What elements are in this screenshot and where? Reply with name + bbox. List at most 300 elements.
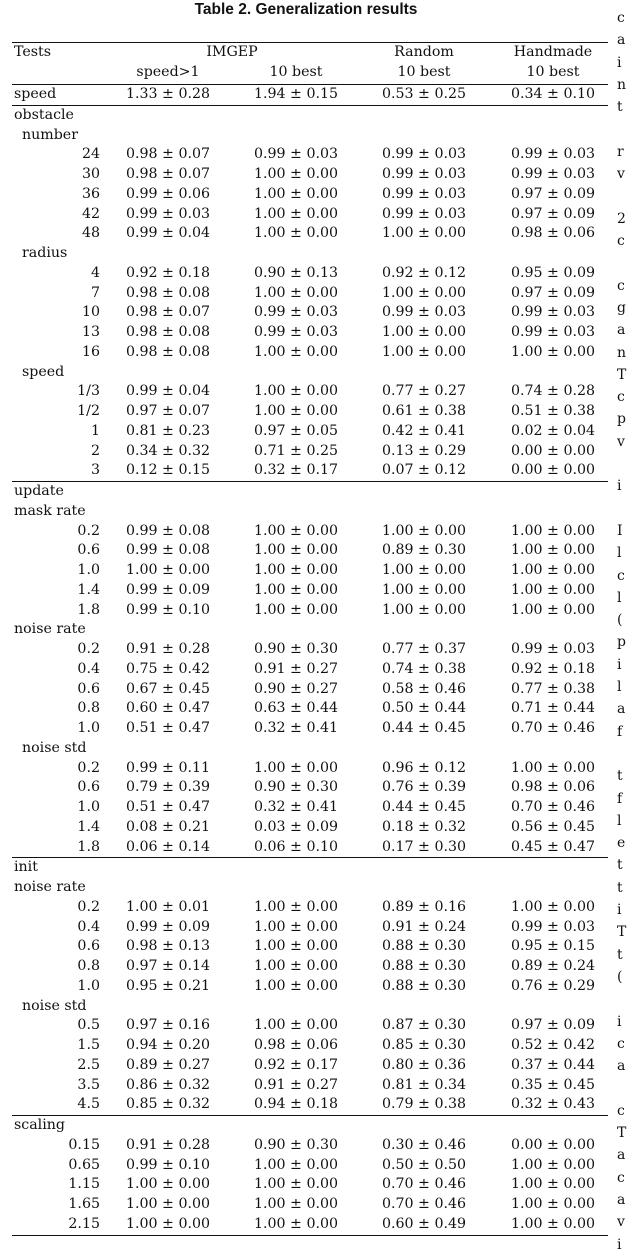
value-cell: 0.88 ± 0.30	[381, 958, 467, 974]
clipped-glyph: I	[617, 522, 623, 539]
value-cell: 0.67 ± 0.45	[125, 680, 211, 697]
value-cell: 0.79 ± 0.39	[125, 779, 211, 796]
value-cell: 0.60 ± 0.47	[125, 700, 211, 717]
value-cell: 0.99 ± 0.03	[510, 918, 596, 935]
clipped-glyph: n	[617, 76, 627, 93]
clipped-glyph: i	[617, 656, 622, 673]
clipped-glyph: c	[617, 233, 625, 249]
table-row	[12, 145, 608, 165]
value-cell: 0.77 ± 0.38	[510, 680, 596, 697]
value-cell: 0.97 ± 0.16	[125, 1017, 211, 1034]
value-cell: 0.97 ± 0.14	[125, 958, 211, 974]
value-cell: 0.44 ± 0.45	[381, 720, 467, 736]
value-cell: 0.61 ± 0.38	[381, 403, 467, 419]
value-cell: 1.00 ± 0.00	[253, 601, 339, 618]
value-cell: 1.00 ± 0.00	[510, 1215, 596, 1232]
row-label: 10	[81, 304, 100, 321]
table-row	[12, 778, 608, 798]
value-cell: 0.74 ± 0.38	[381, 660, 467, 677]
section-row	[12, 858, 608, 878]
value-cell: 0.98 ± 0.07	[125, 146, 211, 163]
row-label: 0.6	[77, 938, 100, 955]
value-cell: 0.99 ± 0.09	[125, 581, 211, 598]
clipped-glyph: l	[617, 679, 622, 695]
value-cell: 0.99 ± 0.03	[510, 641, 596, 657]
value-cell: 0.98 ± 0.08	[125, 343, 211, 360]
clipped-glyph: p	[617, 411, 626, 428]
clipped-glyph: 2	[617, 210, 626, 227]
value-cell: 0.99 ± 0.10	[125, 1156, 211, 1173]
clipped-glyph: (	[617, 612, 623, 629]
table-row	[12, 284, 608, 304]
value-cell: 0.99 ± 0.03	[510, 166, 596, 182]
row-label: 2.15	[68, 1215, 100, 1232]
value-cell: 0.37 ± 0.44	[510, 1056, 596, 1073]
value-cell: 0.88 ± 0.30	[381, 938, 467, 955]
value-cell: 0.32 ± 0.43	[510, 1096, 596, 1113]
value-cell: 1.00 ± 0.00	[125, 1196, 211, 1212]
subheader-imgep-best: 10 best	[269, 64, 323, 80]
table-row	[12, 818, 608, 838]
clipped-glyph: a	[617, 32, 626, 49]
row-label: 0.8	[77, 958, 100, 974]
value-cell: 1.00 ± 0.00	[510, 343, 596, 360]
value-cell: 0.06 ± 0.10	[253, 838, 339, 855]
value-cell: 0.12 ± 0.15	[125, 462, 211, 479]
value-cell: 0.90 ± 0.30	[253, 779, 339, 796]
subsection-row	[12, 126, 608, 146]
value-cell: 0.85 ± 0.32	[125, 1096, 211, 1113]
value-cell: 0.42 ± 0.41	[381, 422, 467, 439]
value-cell: 0.70 ± 0.46	[381, 1176, 467, 1193]
row-label: 1.0	[77, 720, 100, 736]
clipped-glyph: c	[617, 1035, 625, 1052]
value-cell: 1.00 ± 0.00	[253, 1176, 339, 1193]
value-cell: 0.96 ± 0.12	[381, 759, 467, 776]
value-cell: 0.99 ± 0.03	[381, 185, 467, 202]
value-cell: 0.18 ± 0.32	[381, 818, 467, 835]
value-cell: 1.00 ± 0.00	[253, 958, 339, 974]
value-cell: 0.98 ± 0.08	[125, 284, 211, 301]
value-cell: 0.32 ± 0.17	[253, 462, 339, 479]
value-cell: 0.32 ± 0.41	[253, 720, 339, 736]
section-label: update	[14, 483, 64, 499]
clipped-glyph: (	[617, 968, 623, 985]
row-label: 0.15	[68, 1136, 100, 1153]
value-cell: 0.77 ± 0.37	[381, 641, 467, 657]
row-label: 1.4	[77, 818, 100, 835]
value-cell: 0.99 ± 0.03	[253, 324, 339, 340]
table-row	[12, 601, 608, 621]
row-label: 36	[81, 185, 100, 202]
table-caption: Table 2. Generalization results	[194, 1, 418, 18]
subsection-row	[12, 620, 608, 640]
row-label: 0.6	[77, 542, 100, 559]
value-cell: 1.94 ± 0.15	[253, 86, 339, 102]
clipped-glyph: g	[617, 299, 626, 316]
value-cell: 0.06 ± 0.14	[125, 838, 211, 855]
value-cell: 1.00 ± 0.01	[125, 898, 211, 915]
value-cell: 0.97 ± 0.09	[510, 1017, 596, 1034]
value-cell: 1.00 ± 0.00	[510, 1176, 596, 1193]
clipped-glyph: a	[617, 1147, 626, 1164]
table-row	[12, 1076, 608, 1096]
clipped-glyph: c	[617, 277, 625, 294]
value-cell: 1.00 ± 0.00	[510, 759, 596, 776]
value-cell: 0.70 ± 0.46	[510, 720, 596, 736]
value-cell: 0.99 ± 0.08	[125, 542, 211, 559]
table-row	[12, 1095, 608, 1116]
value-cell: 0.99 ± 0.06	[125, 185, 211, 202]
value-cell: 1.00 ± 0.00	[125, 1215, 211, 1232]
value-cell: 0.17 ± 0.30	[381, 838, 467, 855]
value-cell: 0.08 ± 0.21	[125, 818, 211, 835]
value-cell: 0.91 ± 0.28	[125, 1136, 211, 1153]
row-label: 7	[90, 284, 100, 301]
clipped-glyph: l	[617, 589, 622, 606]
subsection-row	[12, 997, 608, 1017]
subsection-label: noise rate	[14, 879, 86, 895]
value-cell: 0.99 ± 0.03	[253, 304, 339, 321]
clipped-glyph: c	[617, 567, 625, 584]
table-row	[12, 1195, 608, 1215]
table-row	[12, 660, 608, 680]
value-cell: 1.00 ± 0.00	[253, 522, 339, 539]
value-cell: 0.50 ± 0.44	[381, 700, 467, 717]
value-cell: 0.99 ± 0.03	[125, 205, 211, 222]
value-cell: 0.81 ± 0.34	[381, 1076, 467, 1093]
row-label: 1/2	[77, 403, 100, 419]
value-cell: 0.44 ± 0.45	[381, 799, 467, 815]
clipped-glyph: T	[617, 1125, 627, 1141]
clipped-glyph: v	[617, 433, 625, 450]
value-cell: 0.99 ± 0.08	[125, 522, 211, 539]
value-cell: 0.97 ± 0.09	[510, 284, 596, 301]
value-cell: 0.00 ± 0.00	[510, 462, 596, 479]
clipped-glyph: r	[617, 143, 624, 160]
value-cell: 0.98 ± 0.08	[125, 324, 211, 340]
section-label: obstacle	[14, 106, 74, 123]
value-cell: 0.99 ± 0.11	[125, 759, 211, 776]
row-label: 0.2	[77, 522, 100, 539]
clipped-glyph: p	[617, 634, 626, 651]
value-cell: 0.89 ± 0.16	[381, 898, 467, 915]
value-cell: 0.99 ± 0.03	[381, 166, 467, 182]
table-row	[12, 561, 608, 581]
table-row	[12, 1016, 608, 1036]
value-cell: 0.80 ± 0.36	[381, 1056, 467, 1073]
value-cell: 1.00 ± 0.00	[253, 759, 339, 776]
value-cell: 0.99 ± 0.03	[510, 324, 596, 340]
value-cell: 0.89 ± 0.24	[510, 958, 596, 974]
table-row	[12, 898, 608, 918]
value-cell: 0.85 ± 0.30	[381, 1037, 467, 1053]
value-cell: 0.89 ± 0.27	[125, 1056, 211, 1073]
value-cell: 1.00 ± 0.00	[253, 403, 339, 419]
value-cell: 1.00 ± 0.00	[381, 562, 467, 578]
value-cell: 0.99 ± 0.03	[510, 304, 596, 321]
row-label: 16	[81, 343, 100, 360]
value-cell: 0.91 ± 0.27	[253, 1076, 339, 1093]
subsection-label: radius	[22, 245, 68, 261]
table-row	[12, 581, 608, 601]
table-row	[12, 461, 608, 482]
value-cell: 1.00 ± 0.00	[381, 522, 467, 539]
section-row	[12, 482, 608, 502]
row-label: 0.5	[77, 1017, 100, 1034]
table-row	[12, 1056, 608, 1076]
row-label: 1.65	[68, 1196, 100, 1212]
clipped-glyph: a	[617, 1191, 626, 1208]
table-row	[12, 442, 608, 462]
section-label: init	[14, 859, 38, 876]
value-cell: 0.98 ± 0.07	[125, 166, 211, 182]
value-cell: 0.92 ± 0.17	[253, 1056, 339, 1073]
value-cell: 0.90 ± 0.27	[253, 680, 339, 697]
subsection-label: noise rate	[14, 621, 86, 638]
row-label: 1.0	[77, 799, 100, 815]
header-tests: Tests	[14, 44, 52, 60]
value-cell: 0.98 ± 0.07	[125, 304, 211, 321]
table-row	[12, 323, 608, 343]
subsection-row	[12, 363, 608, 383]
value-cell: 0.77 ± 0.27	[381, 383, 467, 400]
header-imgep: IMGEP	[206, 44, 258, 60]
value-cell: 0.71 ± 0.44	[510, 700, 596, 717]
value-cell: 1.00 ± 0.00	[253, 284, 339, 301]
value-cell: 1.00 ± 0.00	[125, 1176, 211, 1193]
value-cell: 1.33 ± 0.28	[125, 86, 211, 102]
row-label: 3	[90, 462, 100, 479]
value-cell: 0.70 ± 0.46	[510, 799, 596, 815]
value-cell: 0.99 ± 0.04	[125, 225, 211, 242]
row-label: 4	[90, 264, 100, 281]
table-row	[12, 1136, 608, 1156]
value-cell: 0.98 ± 0.13	[125, 938, 211, 955]
table-body	[12, 85, 608, 1236]
value-cell: 0.98 ± 0.06	[510, 779, 596, 796]
clipped-glyph: c	[617, 1169, 625, 1186]
value-cell: 0.99 ± 0.03	[381, 304, 467, 321]
table-row	[12, 937, 608, 957]
value-cell: 1.00 ± 0.00	[253, 938, 339, 955]
table-row	[12, 522, 608, 542]
subheader-imgep-speed: speed>1	[136, 64, 200, 80]
clipped-glyph: t	[617, 99, 623, 116]
clipped-glyph: t	[617, 768, 623, 785]
table-row	[12, 343, 608, 363]
row-label: 1.0	[77, 562, 100, 578]
value-cell: 1.00 ± 0.00	[381, 581, 467, 598]
row-label: 30	[81, 166, 100, 182]
subheader-handmade-best: 10 best	[526, 64, 580, 80]
clipped-adjacent-column	[617, 0, 640, 1260]
row-label: 1	[90, 422, 100, 439]
value-cell: 0.00 ± 0.00	[510, 1136, 596, 1153]
clipped-glyph: l	[617, 812, 622, 829]
value-cell: 0.56 ± 0.45	[510, 818, 596, 835]
table-row	[12, 185, 608, 205]
clipped-glyph: i	[617, 1013, 622, 1030]
value-cell: 0.74 ± 0.28	[510, 383, 596, 400]
value-cell: 0.60 ± 0.49	[381, 1215, 467, 1232]
row-label: 1.8	[77, 601, 100, 618]
value-cell: 0.03 ± 0.09	[253, 818, 339, 835]
value-cell: 0.98 ± 0.06	[510, 225, 596, 242]
row-label: 48	[81, 225, 100, 242]
generalization-table	[12, 42, 608, 1236]
row-label: 1.0	[77, 977, 100, 994]
value-cell: 0.97 ± 0.09	[510, 205, 596, 222]
value-cell: 1.00 ± 0.00	[253, 205, 339, 222]
value-cell: 0.94 ± 0.20	[125, 1037, 211, 1053]
clipped-glyph: T	[617, 924, 627, 941]
value-cell: 0.32 ± 0.41	[253, 799, 339, 815]
clipped-glyph: c	[617, 1102, 625, 1119]
clipped-glyph: t	[617, 879, 623, 896]
value-cell: 0.91 ± 0.28	[125, 641, 211, 657]
value-cell: 1.00 ± 0.00	[253, 343, 339, 360]
table-row	[12, 303, 608, 323]
value-cell: 0.76 ± 0.29	[510, 977, 596, 994]
value-cell: 1.00 ± 0.00	[510, 542, 596, 559]
value-cell: 0.99 ± 0.03	[381, 205, 467, 222]
row-label: 0.6	[77, 680, 100, 697]
subsection-row	[12, 878, 608, 898]
value-cell: 0.13 ± 0.29	[381, 442, 467, 459]
row-label: 1.8	[77, 838, 100, 855]
value-cell: 1.00 ± 0.00	[253, 1215, 339, 1232]
clipped-glyph: l	[617, 545, 622, 562]
value-cell: 0.88 ± 0.30	[381, 977, 467, 994]
table-row	[12, 205, 608, 225]
value-cell: 0.34 ± 0.10	[510, 86, 596, 102]
value-cell: 0.91 ± 0.24	[381, 918, 467, 935]
value-cell: 1.00 ± 0.00	[253, 383, 339, 400]
row-label: speed	[14, 86, 57, 102]
table-row	[12, 759, 608, 779]
value-cell: 0.51 ± 0.38	[510, 403, 596, 419]
value-cell: 1.00 ± 0.00	[510, 522, 596, 539]
value-cell: 1.00 ± 0.00	[510, 1156, 596, 1173]
clipped-glyph: i	[617, 478, 622, 495]
value-cell: 0.99 ± 0.03	[253, 146, 339, 163]
table-row	[12, 382, 608, 402]
value-cell: 0.50 ± 0.50	[381, 1156, 467, 1173]
value-cell: 0.81 ± 0.23	[125, 422, 211, 439]
value-cell: 1.00 ± 0.00	[381, 601, 467, 618]
value-cell: 1.00 ± 0.00	[253, 898, 339, 915]
subsection-label: noise std	[22, 997, 87, 1014]
value-cell: 0.45 ± 0.47	[510, 838, 596, 855]
subsection-label: noise std	[22, 739, 87, 756]
value-cell: 1.00 ± 0.00	[253, 1196, 339, 1212]
value-cell: 1.00 ± 0.00	[253, 225, 339, 242]
value-cell: 0.95 ± 0.09	[510, 264, 596, 281]
value-cell: 1.00 ± 0.00	[253, 1156, 339, 1173]
value-cell: 0.97 ± 0.09	[510, 185, 596, 202]
row-label: 1.5	[77, 1037, 100, 1053]
value-cell: 1.00 ± 0.00	[381, 324, 467, 340]
table-row	[12, 699, 608, 719]
row-label: 0.2	[77, 641, 100, 657]
value-cell: 0.34 ± 0.32	[125, 442, 211, 459]
table-row	[12, 957, 608, 977]
table-row	[12, 165, 608, 185]
value-cell: 0.99 ± 0.03	[510, 146, 596, 163]
subsection-row	[12, 502, 608, 522]
table-row	[12, 640, 608, 660]
header-row-2	[12, 63, 608, 85]
value-cell: 0.35 ± 0.45	[510, 1076, 596, 1093]
value-cell: 1.00 ± 0.00	[253, 562, 339, 578]
value-cell: 0.07 ± 0.12	[381, 462, 467, 479]
table-row	[12, 224, 608, 244]
value-cell: 1.00 ± 0.00	[510, 601, 596, 618]
value-cell: 1.00 ± 0.00	[381, 284, 467, 301]
row-label: 4.5	[77, 1096, 100, 1113]
value-cell: 0.63 ± 0.44	[253, 700, 339, 717]
clipped-glyph: c	[617, 389, 625, 406]
table-row	[12, 719, 608, 739]
header-random: Random	[394, 44, 454, 60]
row-label: 2	[90, 442, 100, 459]
value-cell: 0.91 ± 0.27	[253, 660, 339, 677]
value-cell: 0.99 ± 0.04	[125, 383, 211, 400]
value-cell: 0.97 ± 0.05	[253, 422, 339, 439]
table-row	[12, 422, 608, 442]
clipped-glyph: n	[617, 344, 627, 361]
row-label: 0.65	[68, 1156, 100, 1173]
value-cell: 0.76 ± 0.39	[381, 779, 467, 796]
value-cell: 1.00 ± 0.00	[253, 918, 339, 935]
section-row	[12, 106, 608, 126]
value-cell: 1.00 ± 0.00	[253, 542, 339, 559]
clipped-glyph: c	[617, 10, 625, 26]
table-row	[12, 977, 608, 997]
value-cell: 1.00 ± 0.00	[510, 1196, 596, 1212]
value-cell: 0.99 ± 0.03	[381, 146, 467, 163]
value-cell: 0.99 ± 0.09	[125, 918, 211, 935]
value-cell: 0.90 ± 0.30	[253, 641, 339, 657]
value-cell: 0.89 ± 0.30	[381, 542, 467, 559]
clipped-glyph: t	[617, 857, 623, 874]
table-row	[12, 680, 608, 700]
value-cell: 0.92 ± 0.18	[510, 660, 596, 677]
table-row	[12, 798, 608, 818]
value-cell: 0.75 ± 0.42	[125, 660, 211, 677]
value-cell: 0.58 ± 0.46	[381, 680, 467, 697]
subsection-label: speed	[22, 363, 65, 380]
row-label: 1.4	[77, 581, 100, 598]
subsection-label: mask rate	[14, 502, 86, 519]
value-cell: 0.87 ± 0.30	[381, 1017, 467, 1034]
table-row	[12, 1156, 608, 1176]
row-label: 0.2	[77, 898, 100, 915]
clipped-glyph: a	[617, 322, 626, 339]
value-cell: 1.00 ± 0.00	[381, 343, 467, 360]
value-cell: 1.00 ± 0.00	[253, 185, 339, 202]
row-label: 0.4	[77, 660, 100, 677]
table-row	[12, 1175, 608, 1195]
value-cell: 1.00 ± 0.00	[510, 581, 596, 598]
value-cell: 0.92 ± 0.12	[381, 264, 467, 281]
value-cell: 0.99 ± 0.10	[125, 601, 211, 618]
value-cell: 0.51 ± 0.47	[125, 720, 211, 736]
row-label: 1/3	[77, 383, 100, 400]
row-label: 24	[81, 146, 100, 163]
value-cell: 0.71 ± 0.25	[253, 442, 339, 459]
